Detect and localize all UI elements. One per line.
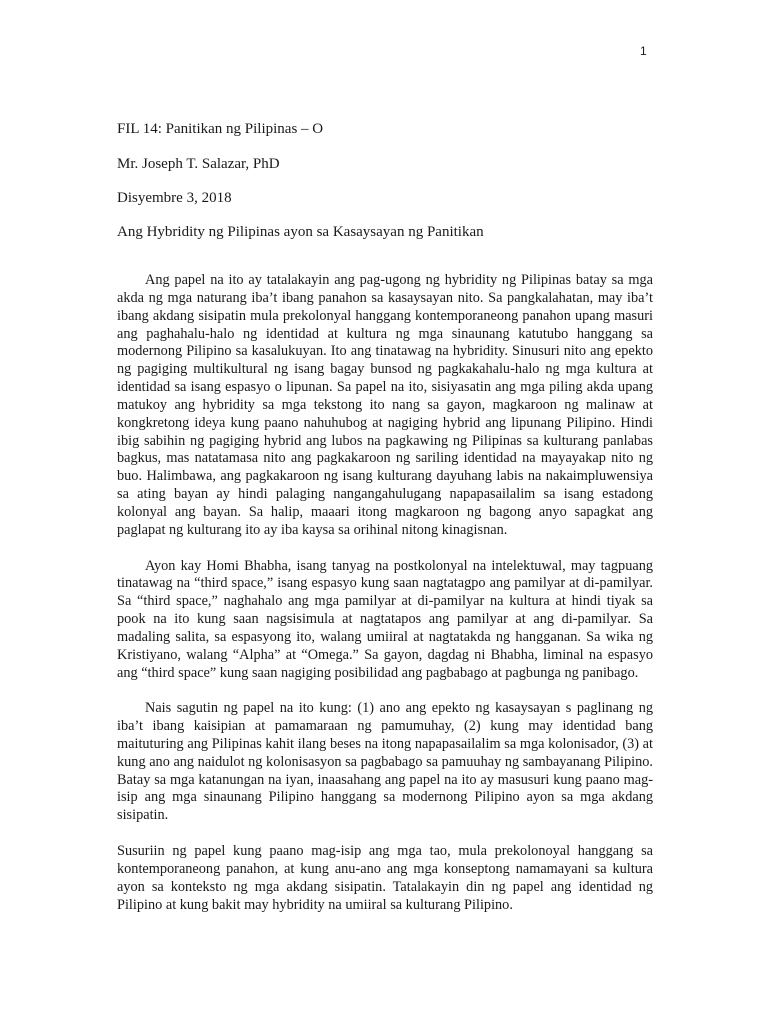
paragraph-bhabha: Ayon kay Homi Bhabha, isang tanyag na postkolonyal na intelektuwal, may tagpuang tinatawag na “third space,” isang espasyo kung saan nagtatagpo ang pamilyar at di-pamilyar. Sa “third space,” naghahalo ang mga pamilyar at di-pamilyar na kultura at hindi tiyak sa pook na ito kung saan nagsisimula at nagtatapos ang pamilyar at ang di-pamilyar. Sa madaling salita, sa espasyong ito, walang umiiral at nagtatakda ng hangganan. Sa wika ng Kristiyano, walang “Alpha” at “Omega.” Sa gayon, dagdag ni Bhabha, liminal na espasyo ang “third space” kung saan nagiging posibilidad ang pagbabago at pagbunga ng panibago.	[117, 557, 653, 681]
paragraph-scope: Susuriin ng papel kung paano mag-isip ang mga tao, mula prekolonoyal hanggang sa kontemporaneong panahon, at kung anu-ano ang mga konseptong namamayani sa kultura ayon sa konteksto ng mga akdang sisipatin. Tatalakayin din ng papel ang identidad ng Pilipino at kung bakit may hybridity na umiiral sa kulturang Pilipino.	[117, 843, 653, 913]
page-number: 1	[640, 44, 647, 58]
paragraph-questions: Nais sagutin ng papel na ito kung: (1) ano ang epekto ng kasaysayan s paglinang ng iba’t ibang kaisipian at pamamaraan ng pamumuhay, (2) kung may identidad bang maituturing ang Pilipinas kahit ilang beses na itong napapasailalim sa mga kolonisador, (3) at kung ano ang naidulot ng kolonisasyon sa pagbabago sa pamuuhay ng sambayanang Pilipino. Batay sa mga katanungan na iyan, inaasahang ang papel na ito ay masusuri kung paano mag-isip ang mga sinaunang Pilipino hanggang sa modernong Pilipino ayon sa mga akdang sisipatin.	[117, 700, 653, 824]
instructor-line: Mr. Joseph T. Salazar, PhD	[117, 156, 280, 172]
paper-title: Ang Hybridity ng Pilipinas ayon sa Kasaysayan ng Panitikan	[117, 224, 484, 240]
course-line: FIL 14: Panitikan ng Pilipinas – O	[117, 121, 324, 137]
date-line: Disyembre 3, 2018	[117, 190, 232, 206]
paragraph-intro: Ang papel na ito ay tatalakayin ang pag-ugong ng hybridity ng Pilipinas batay sa mga akda ng mga naturang iba’t ibang panahon sa kasaysayan nito. Sa pangkalahatan, may iba’t ibang akdang sisipatin mula prekolonyal hanggang kontemporaneong panahon upang masuri ang paghahalu-halo ng identidad at kultura ng mga sinaunang katutubo hanggang sa modernong Pilipino sa kasalukuyan. Ito ang tinatawag na hybridity. Sinusuri nito ang epekto ng pagiging multikultural ng isang bagay bunsod ng pagkakahalu-halo ng mga kultura at identidad sa isang espasyo o lipunan. Sa papel na ito, sisiyasatin ang mga piling akda upang matukoy ang hybridity sa mga tekstong ito nang sa gayon, magkaroon ng malinaw at kongkretong ideya kung paano nahuhubog at nagiging hybrid ang lipunang Pilipino. Hindi ibig sabihin ng pagiging hybrid ang lubos na pagkawing ng Pilipinas sa kulturang panlabas bagkus, mas natatamasa nito ang pagkakaroon ng sariling identidad na mayayakap nito ng buo. Halimbawa, ang pagkakaroon ng isang kulturang dayuhang labis na nakaimpluwensiya sa ating bayan ay hindi palaging nangangahulugang napapasailalim sa isang estadong kolonyal ang bayan. Sa halip, maaari itong magkaroon ng bagong anyo sapagkat ang paglapat ng kulturang ito ay iba kaysa sa orihinal nitong kinagisnan.	[117, 272, 653, 538]
body-text	[117, 272, 653, 932]
